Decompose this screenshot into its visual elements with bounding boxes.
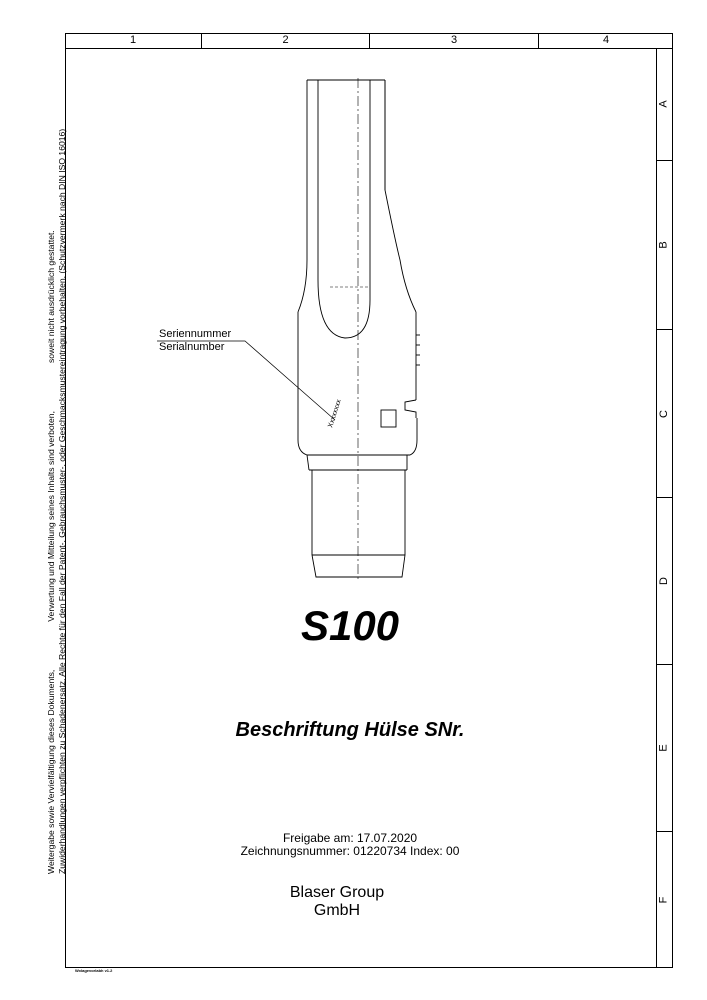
shaft-end (312, 555, 405, 577)
row-label: B (657, 241, 670, 249)
callout-label-de: Seriennummer (159, 328, 232, 340)
release-date: Freigabe am: 17.07.2020 (282, 831, 418, 845)
row-label: E (657, 744, 670, 752)
drawing-title: S100 (300, 602, 400, 649)
tube-right-edge (385, 80, 416, 312)
shoulder (298, 418, 417, 455)
column-label: 2 (202, 33, 370, 48)
template-mark: Wxlagevorlabh v1.2 (75, 968, 113, 973)
callout-label-en: Serialnumber (159, 341, 225, 353)
row-label: D (657, 577, 670, 585)
legal-text: soweit nicht ausdrücklich gestattet. (46, 230, 56, 364)
slot-curve (318, 280, 370, 338)
legal-text: Verwertung und Mitteilung seines Inhalts sind verboten, (46, 411, 56, 622)
row-label: F (657, 896, 670, 904)
drawing-number: Zeichnungsnummer: 01220734 Index: 00 (240, 844, 460, 858)
square-mark (381, 410, 396, 427)
company-name (237, 884, 437, 920)
row-label: A (657, 100, 670, 108)
notch (405, 400, 416, 418)
company-line-2: GmbH (313, 902, 361, 919)
release-info (200, 832, 500, 858)
drawing-subtitle: Beschriftung Hülse SNr. (235, 719, 465, 741)
column-label: 3 (370, 33, 539, 48)
legal-text: Weitergabe sowie Vervielfältigung dieses Dokuments, (46, 669, 56, 874)
company-line-1: Blaser Group (289, 884, 385, 901)
serial-number-callout (159, 328, 231, 354)
serial-marking-text: Xxxxxxxx (327, 398, 343, 429)
tube-left-edge (298, 80, 307, 312)
column-label: 4 (602, 34, 610, 46)
row-label: C (657, 409, 670, 418)
legal-line-2: Zuwiderhandlungen verpflichten zu Schadenersatz. Alle Rechte für den Fall der Patent-, Gebrauchsmuster-, oder Geschmacksmustereintragung vorbehalten. (Schutzvermerk nach DIN ISO 16016) (56, 128, 67, 874)
column-label: 1 (65, 33, 202, 48)
